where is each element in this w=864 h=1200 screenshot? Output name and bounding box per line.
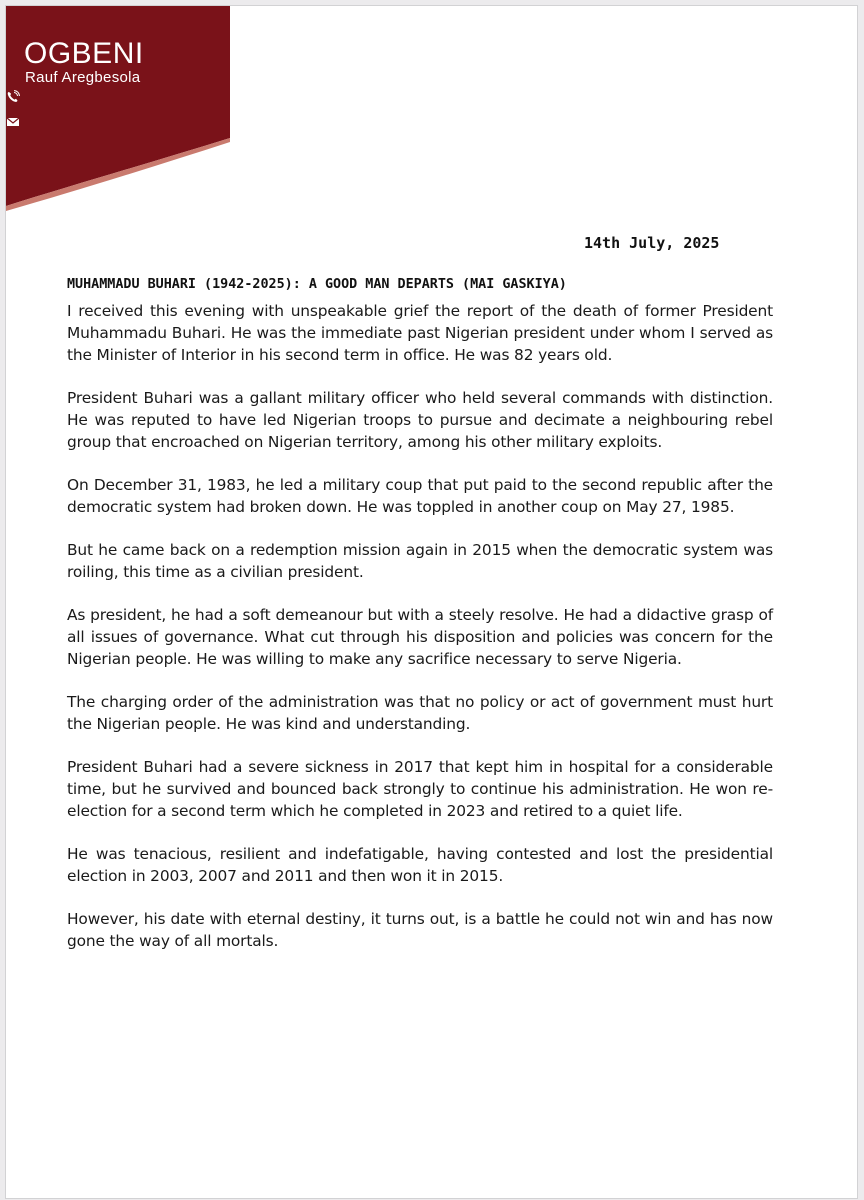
paragraph: But he came back on a redemption mission again in 2015 when the democratic system was roiling, this time as a civilian president. <box>67 541 773 581</box>
document-date: 14th July, 2025 <box>584 234 720 252</box>
document-title: MUHAMMADU BUHARI (1942-2025): A GOOD MAN DEPARTS (MAI GASKIYA) <box>67 277 567 292</box>
document-page <box>5 5 858 1199</box>
paragraph: As president, he had a soft demeanour but with a steely resolve. He had a didactive grasp of all issues of governance. What cut through his disposition and policies was concern for the Nigerian people. He was willing to make any sacrifice necessary to serve Nigeria. <box>67 606 773 668</box>
brand-subtitle: Rauf Aregbesola <box>25 69 141 86</box>
paragraph: I received this evening with unspeakable grief the report of the death of former President Muhammadu Buhari. He was the immediate past Nigerian president under whom I served as the Minister of Interior in his second term in office. He was 82 years old. <box>67 302 773 364</box>
document-body <box>67 300 773 973</box>
envelope-icon <box>6 115 20 129</box>
phone-icon <box>6 90 20 104</box>
letterhead <box>6 6 234 216</box>
paragraph: The charging order of the administration was that no policy or act of government must hurt the Nigerian people. He was kind and understanding. <box>67 693 773 733</box>
paragraph: He was tenacious, resilient and indefatigable, having contested and lost the presidential election in 2003, 2007 and 2011 and then won it in 2015. <box>67 845 773 885</box>
paragraph: However, his date with eternal destiny, it turns out, is a battle he could not win and has now gone the way of all mortals. <box>67 910 773 950</box>
paragraph: President Buhari was a gallant military officer who held several commands with distinction. He was reputed to have led Nigerian troops to pursue and decimate a neighbouring rebel group that encroached on Nigerian territory, among his other military exploits. <box>67 389 773 451</box>
paragraph: On December 31, 1983, he led a military coup that put paid to the second republic after the democratic system had broken down. He was toppled in another coup on May 27, 1985. <box>67 476 773 516</box>
brand-name: OGBENI <box>24 37 144 70</box>
paragraph: President Buhari had a severe sickness in 2017 that kept him in hospital for a considerable time, but he survived and bounced back strongly to continue his administration. He won re-election for a second term which he completed in 2023 and retired to a quiet life. <box>67 758 773 820</box>
